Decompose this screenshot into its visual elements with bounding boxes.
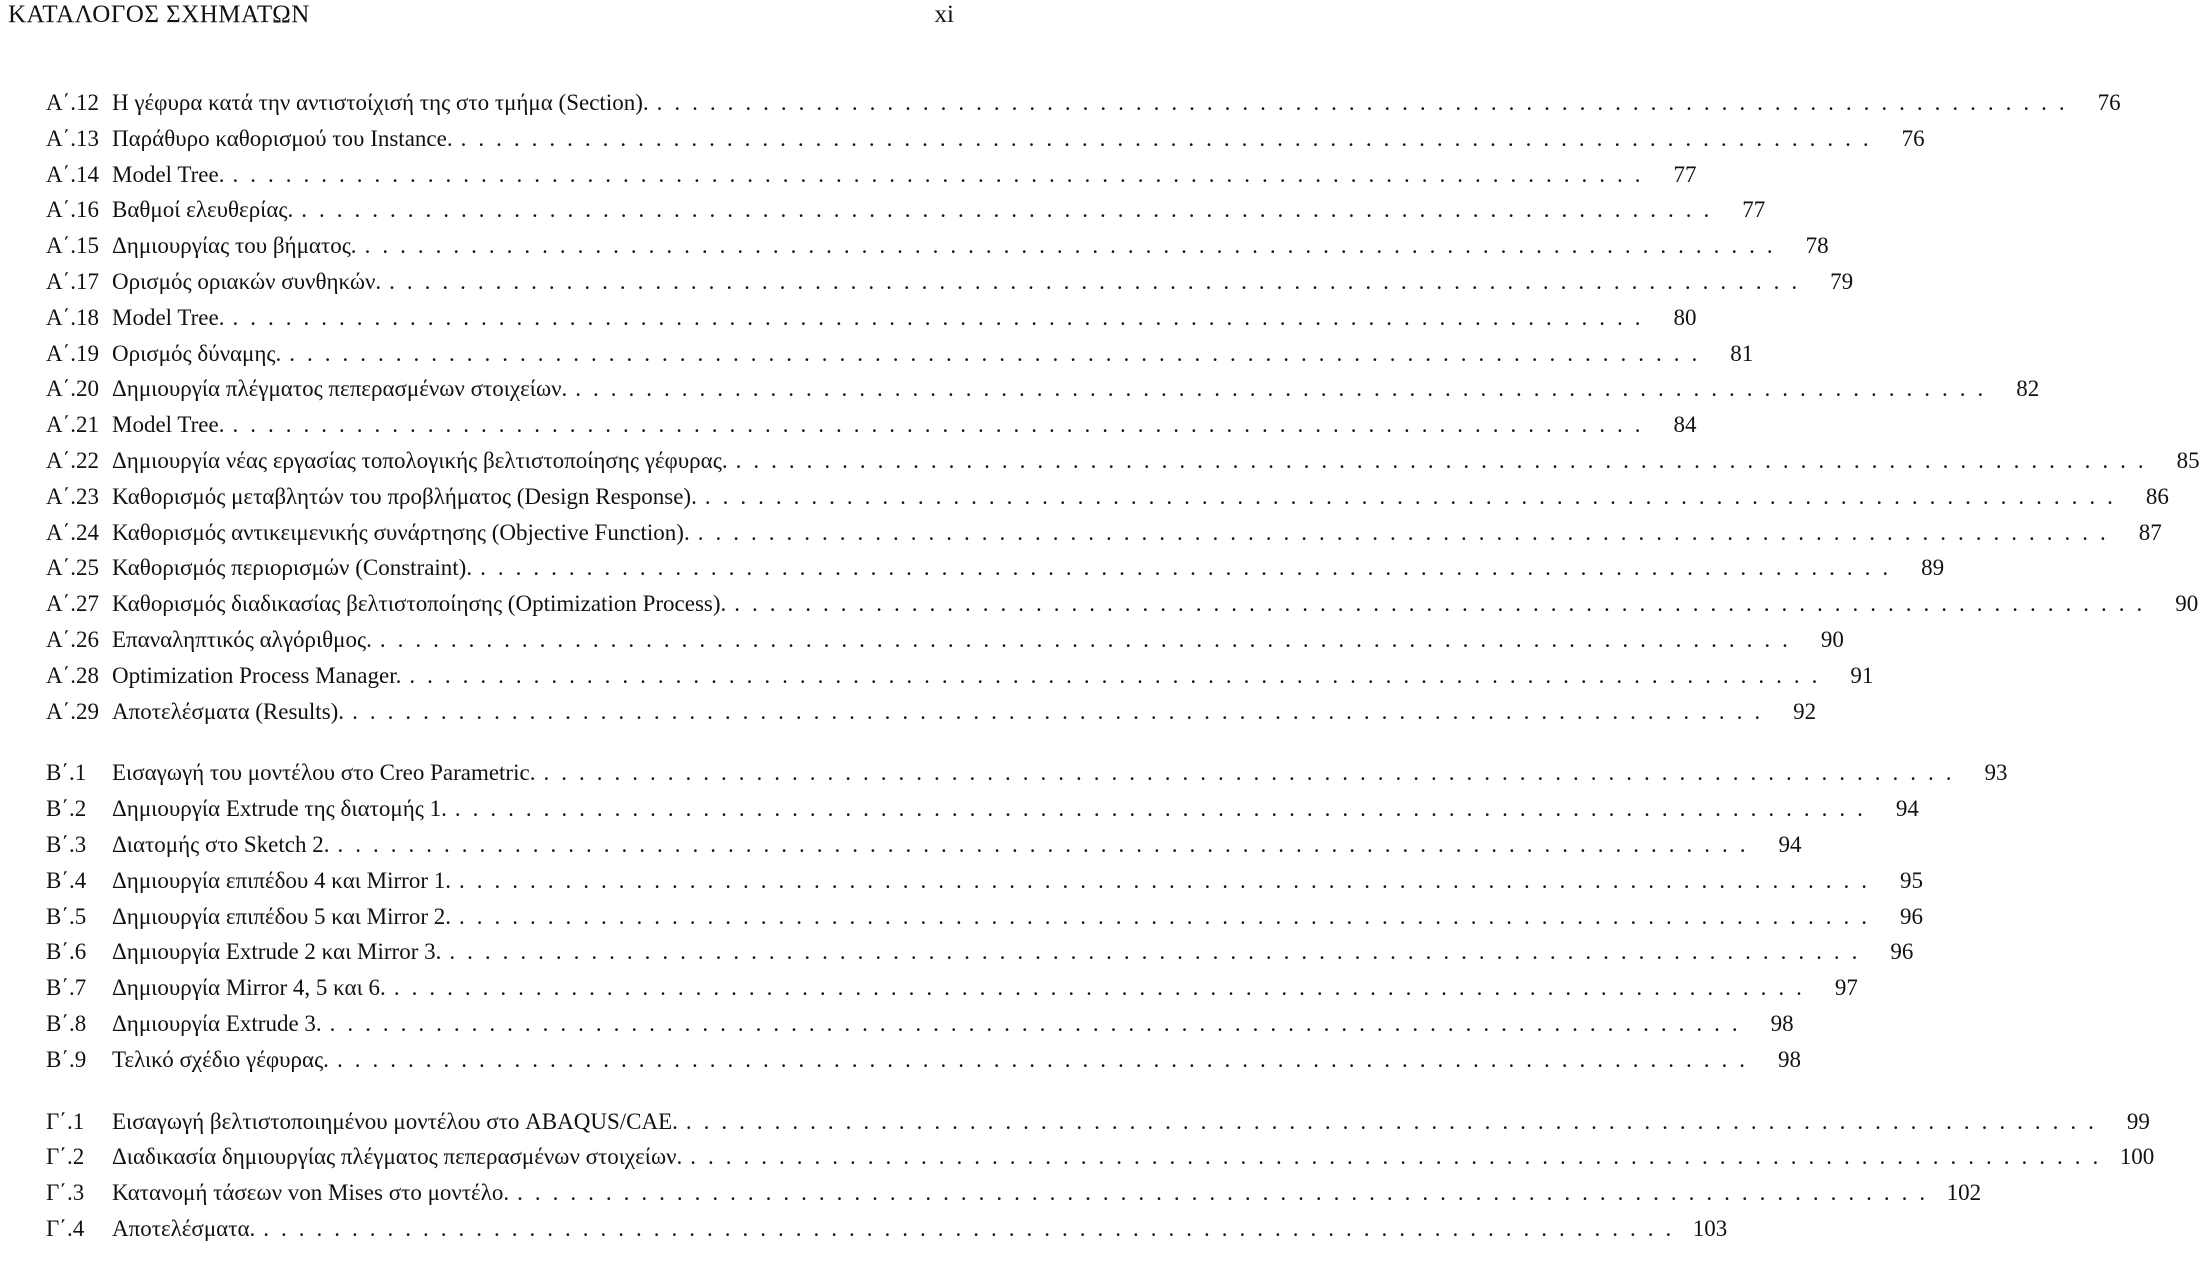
page-number: 94 [1778, 831, 1802, 857]
dot-leader: ................................................................................ [685, 1108, 2106, 1134]
figure-number: Β΄.5 [46, 903, 87, 929]
page-number: 103 [1692, 1215, 1728, 1241]
figure-number: Α΄.24 [46, 519, 100, 545]
figure-caption: Εισαγωγή του μοντέλου στο Creo Parametric. [112, 760, 536, 786]
toc-entry[interactable] [46, 796, 1919, 832]
figure-number: Γ΄.1 [46, 1108, 85, 1134]
figure-number: Α΄.27 [46, 591, 100, 617]
dot-leader: ................................................................................ [289, 340, 1710, 366]
figure-caption: Δημιουργία Extrude 3. [112, 1010, 322, 1036]
figure-number: Β΄.6 [46, 939, 87, 965]
figure-number: Β΄.4 [46, 867, 87, 893]
page-number: 82 [2016, 376, 2040, 402]
toc-entry[interactable] [46, 939, 1914, 975]
figure-number: Α΄.22 [46, 447, 100, 473]
figure-number: Α΄.12 [46, 90, 100, 115]
figure-number: Γ΄.4 [46, 1215, 85, 1241]
dot-leader: ................................................................................ [690, 1144, 2111, 1170]
page-number: 91 [1850, 662, 1874, 688]
toc-entry[interactable] [46, 555, 1945, 591]
toc-entry[interactable] [46, 1046, 1801, 1083]
dot-leader: ................................................................................ [232, 161, 1653, 187]
page-number: 94 [1895, 796, 1919, 822]
toc-entry[interactable] [46, 376, 2040, 412]
figure-caption: Δημιουργία επιπέδου 4 και Mirror 1. [112, 867, 452, 893]
page-number: 85 [2176, 447, 2200, 473]
figure-caption: Δημιουργία νέας εργασίας τοπολογικής βελτιστοποίησης γέφυρας. [112, 447, 728, 473]
toc-entry[interactable] [46, 268, 1854, 305]
list-of-figures [46, 90, 2200, 1252]
toc-entry[interactable] [46, 447, 2200, 484]
toc-entry[interactable] [46, 1010, 1794, 1047]
page-number: 100 [2119, 1144, 2155, 1170]
page-number: 84 [1673, 412, 1697, 438]
toc-entry[interactable] [46, 975, 1858, 1011]
header-title: ΚΑΤΑΛΟΓΟΣ ΣΧΗΜΑΤΩΝ [8, 1, 310, 28]
figure-number: Γ΄.3 [46, 1180, 85, 1206]
page-number: 89 [1921, 555, 1945, 581]
page-number: 97 [1834, 975, 1858, 1001]
dot-leader: ................................................................................ [393, 975, 1814, 1001]
page-number: 90 [1820, 626, 1844, 652]
figure-number: Α΄.14 [46, 161, 100, 187]
dot-leader: ................................................................................ [704, 483, 2125, 509]
figure-caption: Κατανομή τάσεων von Mises στο μοντέλο. [112, 1180, 510, 1206]
figure-caption: Η γέφυρα κατά την αντιστοίχισή της στο τμήμα (Section). [112, 90, 649, 115]
toc-entry[interactable] [46, 340, 1754, 377]
toc-entry[interactable] [46, 125, 1925, 162]
figure-number: Α΄.21 [46, 412, 100, 438]
figure-number: Α΄.26 [46, 626, 100, 652]
dot-leader: ................................................................................ [389, 268, 1810, 294]
figure-caption: Εισαγωγή βελτιστοποιημένου μοντέλου στο ABAQUS/CAE. [112, 1108, 678, 1134]
figure-number: Β΄.2 [46, 796, 87, 822]
page-number: 96 [1900, 903, 1924, 929]
figure-caption: Διατομής στο Sketch 2. [112, 831, 330, 857]
figure-number: Α΄.19 [46, 340, 100, 366]
toc-entry[interactable] [46, 197, 1766, 233]
figure-number: Β΄.1 [46, 760, 87, 786]
dot-leader: ................................................................................ [329, 1010, 1750, 1036]
dot-leader: ................................................................................ [517, 1180, 1938, 1206]
page-number: 90 [2175, 591, 2199, 617]
toc-entry[interactable] [46, 867, 1924, 904]
figure-number: Β΄.9 [46, 1046, 87, 1072]
page-number: 77 [1673, 161, 1697, 187]
toc-entry[interactable] [46, 662, 1874, 699]
toc-group-c [46, 1108, 2155, 1252]
figure-number: Α΄.15 [46, 233, 100, 259]
figure-caption: Αποτελέσματα (Results). [112, 698, 345, 724]
figure-number: Α΄.23 [46, 483, 100, 509]
toc-entry[interactable] [46, 1108, 2150, 1145]
figure-number: Α΄.20 [46, 376, 100, 402]
figure-caption: Διαδικασία δημιουργίας πλέγματος πεπερασμένων στοιχείων. [112, 1144, 683, 1170]
dot-leader: ................................................................................ [263, 1215, 1684, 1241]
figure-caption: Δημιουργίας του βήματος. [112, 233, 357, 259]
page-number: 87 [2138, 519, 2162, 545]
page-number: 102 [1946, 1180, 1982, 1206]
dot-leader: ................................................................................ [449, 939, 1870, 965]
page-number: 81 [1730, 340, 1754, 366]
figure-number: Α΄.29 [46, 698, 100, 724]
dot-leader: ................................................................................ [734, 591, 2155, 617]
toc-entry[interactable] [46, 760, 2008, 796]
toc-entry[interactable] [46, 233, 1829, 269]
toc-entry[interactable] [46, 90, 2121, 126]
figure-caption: Ορισμός δύναμης. [112, 340, 282, 366]
page-number: 99 [2126, 1108, 2150, 1134]
page-number: 86 [2145, 483, 2169, 509]
figure-caption: Επαναληπτικός αλγόριθμος. [112, 626, 372, 652]
page-number: 77 [1742, 197, 1766, 223]
dot-leader: ................................................................................ [697, 519, 2118, 545]
figure-number: Α΄.13 [46, 125, 100, 151]
page-number: 93 [1984, 760, 2008, 786]
dot-leader: ................................................................................ [232, 304, 1653, 330]
toc-entry[interactable] [46, 626, 1844, 663]
figure-caption: Καθορισμός διαδικασίας βελτιστοποίησης (Optimization Process). [112, 591, 727, 617]
toc-entry[interactable] [46, 1144, 2155, 1180]
figure-caption: Δημιουργία πλέγματος πεπερασμένων στοιχείων. [112, 376, 568, 402]
header-page-number: xi [934, 1, 954, 28]
figure-caption: Αποτελέσματα. [112, 1215, 256, 1241]
page-header [8, 0, 954, 34]
dot-leader: ................................................................................ [459, 867, 1880, 893]
figure-number: Β΄.7 [46, 975, 87, 1001]
figure-number: Α΄.18 [46, 304, 100, 330]
dot-leader: ................................................................................ [459, 903, 1880, 929]
dot-leader: ................................................................................ [337, 831, 1758, 857]
dot-leader: ................................................................................ [460, 125, 1881, 151]
figure-number: Γ΄.2 [46, 1144, 85, 1170]
page-number: 78 [1805, 233, 1829, 259]
toc-entry[interactable] [46, 698, 1817, 735]
figure-caption: Βαθμοί ελευθερίας. [112, 197, 294, 223]
toc-entry[interactable] [46, 161, 1697, 198]
toc-entry[interactable] [46, 1215, 1728, 1252]
dot-leader: ................................................................................ [301, 197, 1722, 223]
dot-leader: ................................................................................ [232, 412, 1653, 438]
dot-leader: ................................................................................ [336, 1046, 1757, 1072]
page-number: 76 [2097, 90, 2121, 115]
toc-entry[interactable] [46, 412, 1697, 448]
toc-entry[interactable] [46, 591, 2199, 627]
toc-entry[interactable] [46, 483, 2169, 520]
figure-caption: Καθορισμός περιορισμών (Constraint). [112, 555, 473, 581]
toc-entry[interactable] [46, 831, 1802, 868]
figure-number: Α΄.17 [46, 268, 100, 294]
figure-caption: Δημιουργία Extrude της διατομής 1. [112, 796, 447, 822]
figure-number: Α΄.28 [46, 662, 100, 688]
dot-leader: ................................................................................ [454, 796, 1875, 822]
dot-leader: ................................................................................ [352, 698, 1773, 724]
figure-caption: Model Tree. [112, 304, 225, 330]
page-number: 92 [1793, 698, 1817, 724]
figure-caption: Τελικό σχέδιο γέφυρας. [112, 1046, 329, 1072]
figure-caption: Model Tree. [112, 161, 225, 187]
dot-leader: ................................................................................ [735, 447, 2156, 473]
figure-number: Α΄.25 [46, 555, 100, 581]
figure-caption: Δημιουργία Mirror 4, 5 και 6. [112, 975, 386, 1001]
figure-number: Β΄.3 [46, 831, 87, 857]
dot-leader: ................................................................................ [543, 760, 1964, 786]
page-number: 76 [1901, 125, 1925, 151]
toc-group-a [46, 90, 2200, 734]
figure-number: Α΄.16 [46, 197, 100, 223]
dot-leader: ................................................................................ [480, 555, 1901, 581]
figure-caption: Καθορισμός μεταβλητών του προβλήματος (Design Response). [112, 483, 697, 509]
toc-entry[interactable] [46, 304, 1697, 341]
figure-caption: Καθορισμός αντικειμενικής συνάρτησης (Objective Function). [112, 519, 690, 545]
page-number: 95 [1900, 867, 1924, 893]
dot-leader: ................................................................................ [364, 233, 1785, 259]
dot-leader: ................................................................................ [379, 626, 1800, 652]
page-number: 96 [1890, 939, 1914, 965]
figure-caption: Model Tree. [112, 412, 225, 438]
page-number: 98 [1770, 1010, 1794, 1036]
page-number: 79 [1830, 268, 1854, 294]
figure-caption: Optimization Process Manager. [112, 662, 402, 688]
toc-entry[interactable] [46, 519, 2162, 556]
figure-caption: Ορισμός οριακών συνθηκών. [112, 268, 382, 294]
page-number: 98 [1777, 1046, 1801, 1072]
page-number: 80 [1673, 304, 1697, 330]
figure-caption: Δημιουργία επιπέδου 5 και Mirror 2. [112, 903, 452, 929]
toc-entry[interactable] [46, 1180, 1982, 1216]
dot-leader: ................................................................................ [409, 662, 1830, 688]
figure-caption: Δημιουργία Extrude 2 και Mirror 3. [112, 939, 442, 965]
dot-leader: ................................................................................ [575, 376, 1996, 402]
toc-group-b [46, 760, 2008, 1082]
toc-entry[interactable] [46, 903, 1924, 940]
dot-leader: ................................................................................ [656, 90, 2077, 115]
figure-caption: Παράθυρο καθορισμού του Instance. [112, 125, 453, 151]
figure-number: Β΄.8 [46, 1010, 87, 1036]
